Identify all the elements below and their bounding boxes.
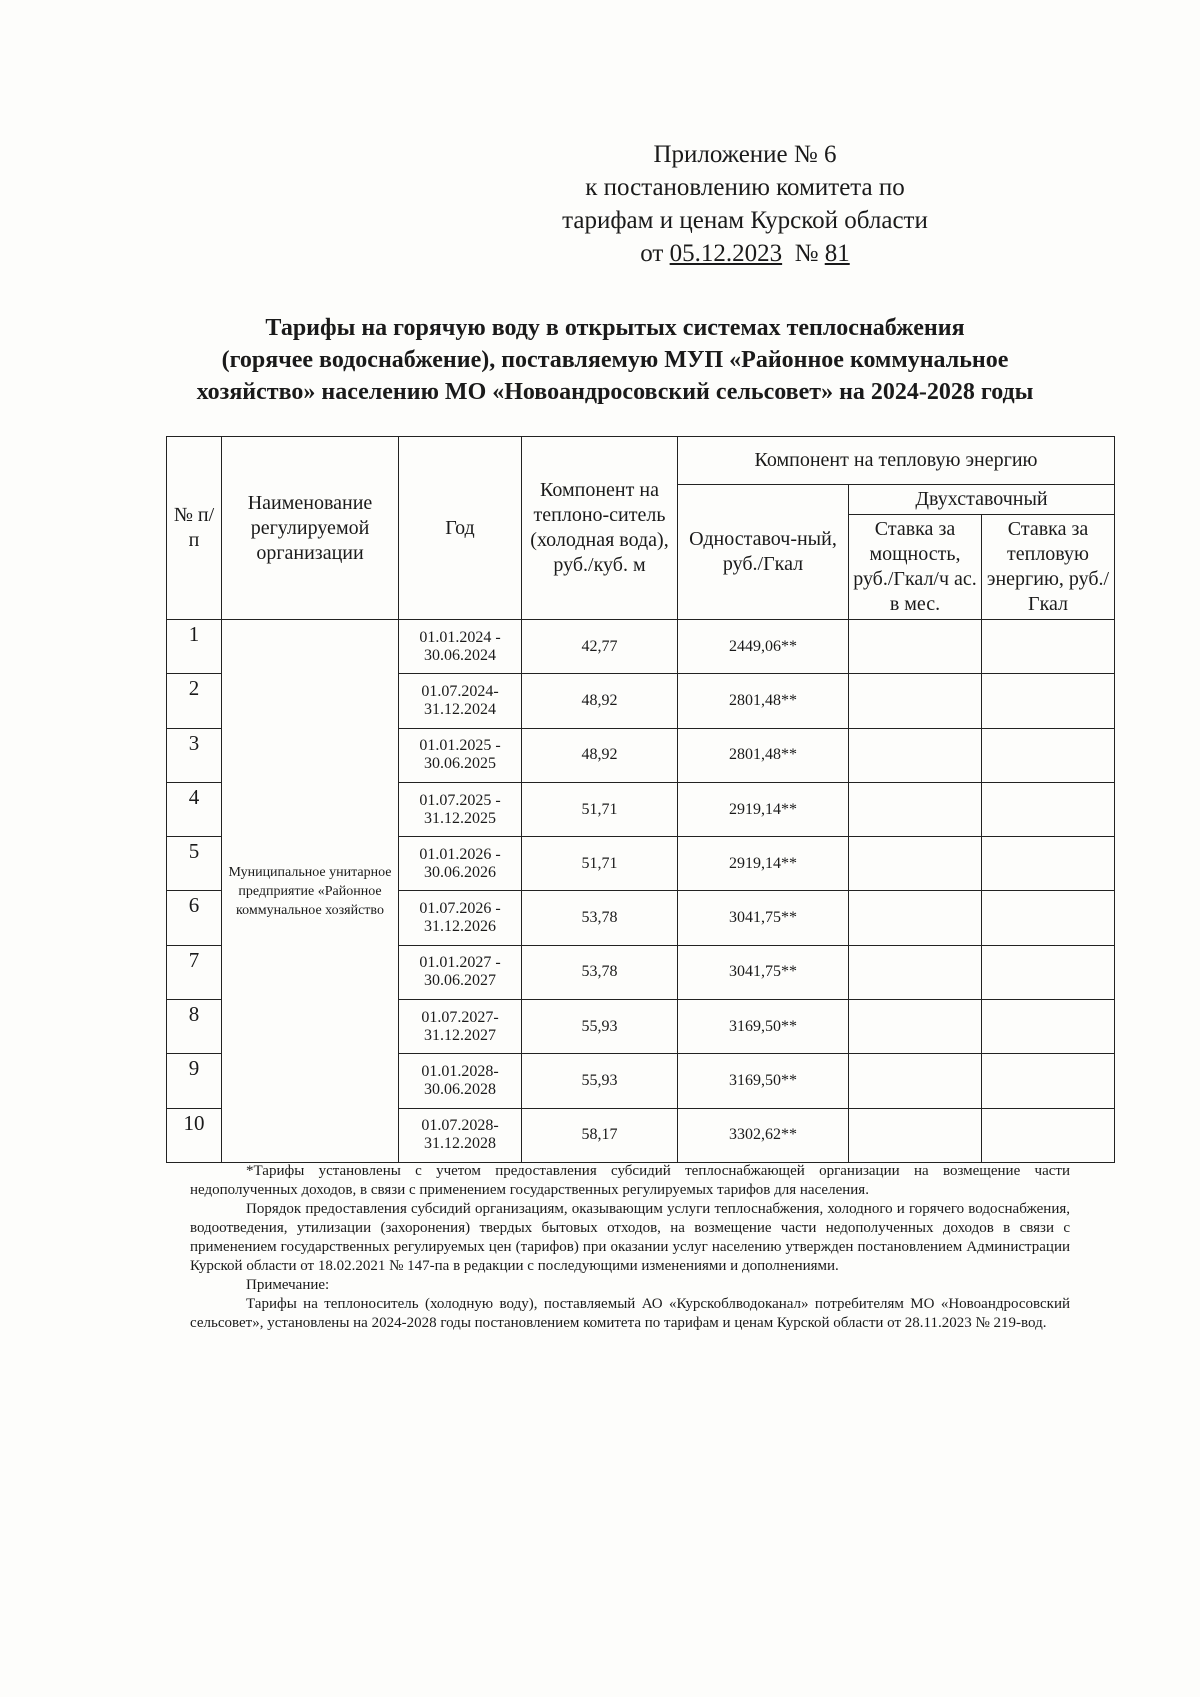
row-number: 5 <box>167 837 222 891</box>
row-period: 01.07.2026 - 31.12.2026 <box>399 891 522 945</box>
title-line-1: Тарифы на горячую воду в открытых системах теплоснабжения <box>265 315 965 341</box>
row-energy <box>982 837 1115 891</box>
row-energy <box>982 782 1115 836</box>
row-capacity <box>849 1054 982 1108</box>
row-capacity <box>849 782 982 836</box>
row-single: 2801,48** <box>678 674 849 728</box>
row-capacity <box>849 945 982 999</box>
row-carrier: 51,71 <box>522 782 678 836</box>
row-energy <box>982 674 1115 728</box>
annex-header <box>535 138 955 270</box>
annex-num-prefix: № <box>794 240 819 267</box>
row-period: 01.01.2025 - 30.06.2025 <box>399 728 522 782</box>
annex-reference: к постановлению комитета по <box>585 174 905 201</box>
annex-date: 05.12.2023 <box>669 240 783 267</box>
row-capacity <box>849 674 982 728</box>
header-single: Одноставоч-ный, руб./Гкал <box>678 485 849 620</box>
header-year: Год <box>399 437 522 620</box>
document-title <box>150 312 1080 408</box>
row-number: 7 <box>167 945 222 999</box>
row-carrier: 55,93 <box>522 1054 678 1108</box>
organization-name: Муниципальное унитарное предприятие «Районное коммунальное хозяйство <box>222 620 399 1163</box>
row-energy <box>982 945 1115 999</box>
header-capacity: Ставка за мощность, руб./Гкал/ч ас. в мес. <box>849 515 982 620</box>
annex-date-prefix: от <box>640 240 664 267</box>
row-number: 6 <box>167 891 222 945</box>
notes-section <box>190 1162 1070 1333</box>
annex-num: 81 <box>824 240 850 267</box>
row-period: 01.07.2027- 31.12.2027 <box>399 1000 522 1054</box>
row-number: 3 <box>167 728 222 782</box>
note-procedure: Порядок предоставления субсидий организациям, оказывающим услуги теплоснабжения, холодного и горячего водоснабжения, водоотведения, утилизации (захоронения) твердых бытовых отходов, на возмещение части недополученных доходов в связи с применением государственных регулируемых цен (тарифов) при оказании услуг населению утвержден постановлением Администрации Курской области от 18.02.2021 № 147-па в редакции с последующими изменениями и дополнениями. <box>190 1201 1070 1274</box>
row-single: 2919,14** <box>678 782 849 836</box>
header-energy: Ставка за тепловую энергию, руб./Гкал <box>982 515 1115 620</box>
header-heat: Компонент на тепловую энергию <box>678 437 1115 485</box>
row-single: 3041,75** <box>678 945 849 999</box>
row-single: 2449,06** <box>678 620 849 674</box>
row-single: 2919,14** <box>678 837 849 891</box>
row-single: 2801,48** <box>678 728 849 782</box>
row-capacity <box>849 620 982 674</box>
header-org: Наименование регулируемой организации <box>222 437 399 620</box>
row-carrier: 58,17 <box>522 1108 678 1162</box>
row-number: 9 <box>167 1054 222 1108</box>
row-carrier: 51,71 <box>522 837 678 891</box>
header-carrier: Компонент на теплоно-ситель (холодная вода), руб./куб. м <box>522 437 678 620</box>
row-capacity <box>849 891 982 945</box>
row-energy <box>982 1108 1115 1162</box>
table-row <box>167 620 1115 674</box>
row-number: 10 <box>167 1108 222 1162</box>
row-single: 3169,50** <box>678 1000 849 1054</box>
row-carrier: 53,78 <box>522 945 678 999</box>
row-carrier: 53,78 <box>522 891 678 945</box>
row-energy <box>982 891 1115 945</box>
row-number: 8 <box>167 1000 222 1054</box>
row-period: 01.07.2025 - 31.12.2025 <box>399 782 522 836</box>
row-capacity <box>849 728 982 782</box>
row-energy <box>982 1054 1115 1108</box>
annex-date-line <box>535 237 955 270</box>
row-period: 01.01.2028- 30.06.2028 <box>399 1054 522 1108</box>
title-line-2: (горячее водоснабжение), поставляемую МУП «Районное коммунальное <box>221 347 1009 373</box>
row-period: 01.07.2028- 31.12.2028 <box>399 1108 522 1162</box>
row-single: 3041,75** <box>678 891 849 945</box>
row-energy <box>982 728 1115 782</box>
row-carrier: 55,93 <box>522 1000 678 1054</box>
row-period: 01.07.2024- 31.12.2024 <box>399 674 522 728</box>
row-number: 2 <box>167 674 222 728</box>
title-line-3: хозяйство» населению МО «Новоандросовский сельсовет» на 2024-2028 годы <box>196 379 1034 405</box>
row-number: 1 <box>167 620 222 674</box>
row-carrier: 42,77 <box>522 620 678 674</box>
annex-number: Приложение № 6 <box>653 141 837 168</box>
note-subsidy: *Тарифы установлены с учетом предоставления субсидий теплоснабжающей организации на возмещение части недополученных доходов, в связи с применением государственных регулируемых тарифов для населения. <box>190 1163 1070 1198</box>
row-carrier: 48,92 <box>522 674 678 728</box>
row-period: 01.01.2027 - 30.06.2027 <box>399 945 522 999</box>
row-period: 01.01.2026 - 30.06.2026 <box>399 837 522 891</box>
row-capacity <box>849 1108 982 1162</box>
annex-authority: тарифам и ценам Курской области <box>562 207 928 234</box>
header-double: Двухставочный <box>849 485 1115 515</box>
row-energy <box>982 620 1115 674</box>
row-capacity <box>849 837 982 891</box>
row-energy <box>982 1000 1115 1054</box>
row-carrier: 48,92 <box>522 728 678 782</box>
note-remark: Тарифы на теплоноситель (холодную воду), поставляемый АО «Курскоблводоканал» потребителям МО «Новоандросовский сельсовет», установлены на 2024-2028 годы постановлением комитета по тарифам и ценам Курской области от 28.11.2023 № 219-вод. <box>190 1296 1070 1331</box>
row-single: 3169,50** <box>678 1054 849 1108</box>
row-capacity <box>849 1000 982 1054</box>
header-num: № п/п <box>167 437 222 620</box>
tariff-table <box>166 436 1115 1163</box>
row-period: 01.01.2024 - 30.06.2024 <box>399 620 522 674</box>
row-single: 3302,62** <box>678 1108 849 1162</box>
row-number: 4 <box>167 782 222 836</box>
note-remark-label: Примечание: <box>246 1277 330 1293</box>
